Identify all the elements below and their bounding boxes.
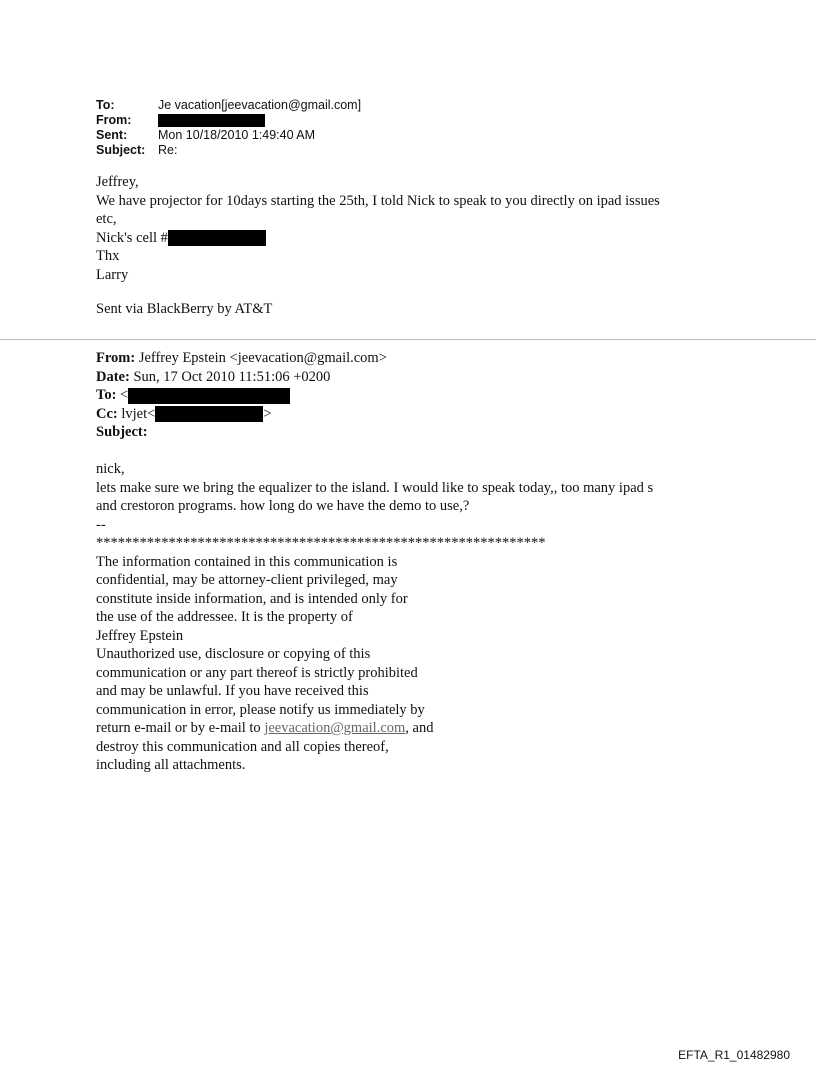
from-label: From: (96, 113, 132, 127)
subject-label: Subject: (96, 143, 146, 157)
disclaimer-line: communication in error, please notify us immediately by (96, 701, 425, 718)
sent-value: Mon 10/18/2010 1:49:40 AM (158, 128, 316, 142)
cc-suffix: > (263, 405, 272, 422)
to-label: To: (96, 98, 115, 112)
cell-label: Nick's cell # (96, 229, 168, 246)
subject-value: Re: (158, 143, 178, 157)
from-value: Jeffrey Epstein <jeevacation@gmail.com> (135, 350, 387, 366)
email-link[interactable]: jeevacation@gmail.com (264, 720, 406, 736)
orig-from-row (96, 349, 387, 368)
reply-subject-row (96, 143, 361, 158)
reply-header (96, 98, 361, 158)
divider (0, 339, 816, 340)
cc-prefix: lvjet< (117, 405, 156, 422)
disclaimer-line: Jeffrey Epstein (96, 627, 184, 644)
to-prefix: < (116, 387, 129, 403)
reply-from-row (96, 113, 361, 128)
sent-label: Sent: (96, 128, 128, 142)
disclaimer-line: communication or any part thereof is strictly prohibited (96, 664, 418, 681)
disclaimer-line: destroy this communication and all copies thereof, (96, 738, 389, 755)
body-line: Thx (96, 248, 120, 264)
cc-label: Cc: (96, 405, 118, 422)
disclaimer-text: , and (405, 720, 434, 736)
document-id: EFTA_R1_01482980 (678, 1048, 790, 1062)
date-label: Date: (96, 368, 130, 385)
disclaimer-line: including all attachments. (96, 757, 246, 773)
to-label: To: (96, 387, 117, 403)
orig-cc-row (96, 405, 387, 424)
disclaimer-text: return e-mail or by e-mail to (96, 720, 265, 736)
disclaimer-line: confidential, may be attorney-client privileged, may (96, 572, 398, 588)
to-value: Je vacation[jeevacation@gmail.com] (158, 98, 362, 112)
reply-to-row (96, 98, 361, 113)
orig-to-row (96, 386, 387, 405)
body-line: and crestoron programs. how long do we have the demo to use,? (96, 498, 470, 514)
star-line: ************************************************************** (96, 535, 546, 551)
orig-subject-row (96, 423, 387, 442)
reply-sent-row (96, 128, 361, 143)
redaction-box (128, 388, 290, 404)
redaction-box (158, 114, 265, 127)
reply-body (96, 173, 660, 319)
disclaimer-line: The information contained in this communication is (96, 553, 398, 570)
disclaimer-line (96, 719, 653, 738)
body-line: Larry (96, 266, 129, 283)
body-line: Jeffrey, (96, 174, 139, 190)
disclaimer-line: Unauthorized use, disclosure or copying of this (96, 646, 371, 662)
redaction-box (155, 406, 263, 422)
body-line: lets make sure we bring the equalizer to the island. I would like to speak today,, too many ipad s (96, 479, 654, 496)
original-header (96, 349, 387, 442)
body-line: etc, (96, 211, 117, 227)
original-body (96, 460, 653, 775)
body-line (96, 229, 660, 248)
redaction-box (168, 230, 266, 246)
body-line: nick, (96, 461, 125, 477)
orig-date-row (96, 368, 387, 387)
disclaimer-line: the use of the addressee. It is the property of (96, 609, 353, 625)
date-value: Sun, 17 Oct 2010 11:51:06 +0200 (129, 368, 331, 385)
subject-label: Subject: (96, 424, 148, 440)
body-line: We have projector for 10days starting the 25th, I told Nick to speak to you directly on ipad issues (96, 192, 660, 209)
signature: Sent via BlackBerry by AT&T (96, 301, 273, 317)
disclaimer-line: constitute inside information, and is intended only for (96, 590, 408, 607)
disclaimer-line: and may be unlawful. If you have received this (96, 683, 369, 699)
body-line: -- (96, 516, 106, 533)
from-label: From: (96, 350, 136, 366)
